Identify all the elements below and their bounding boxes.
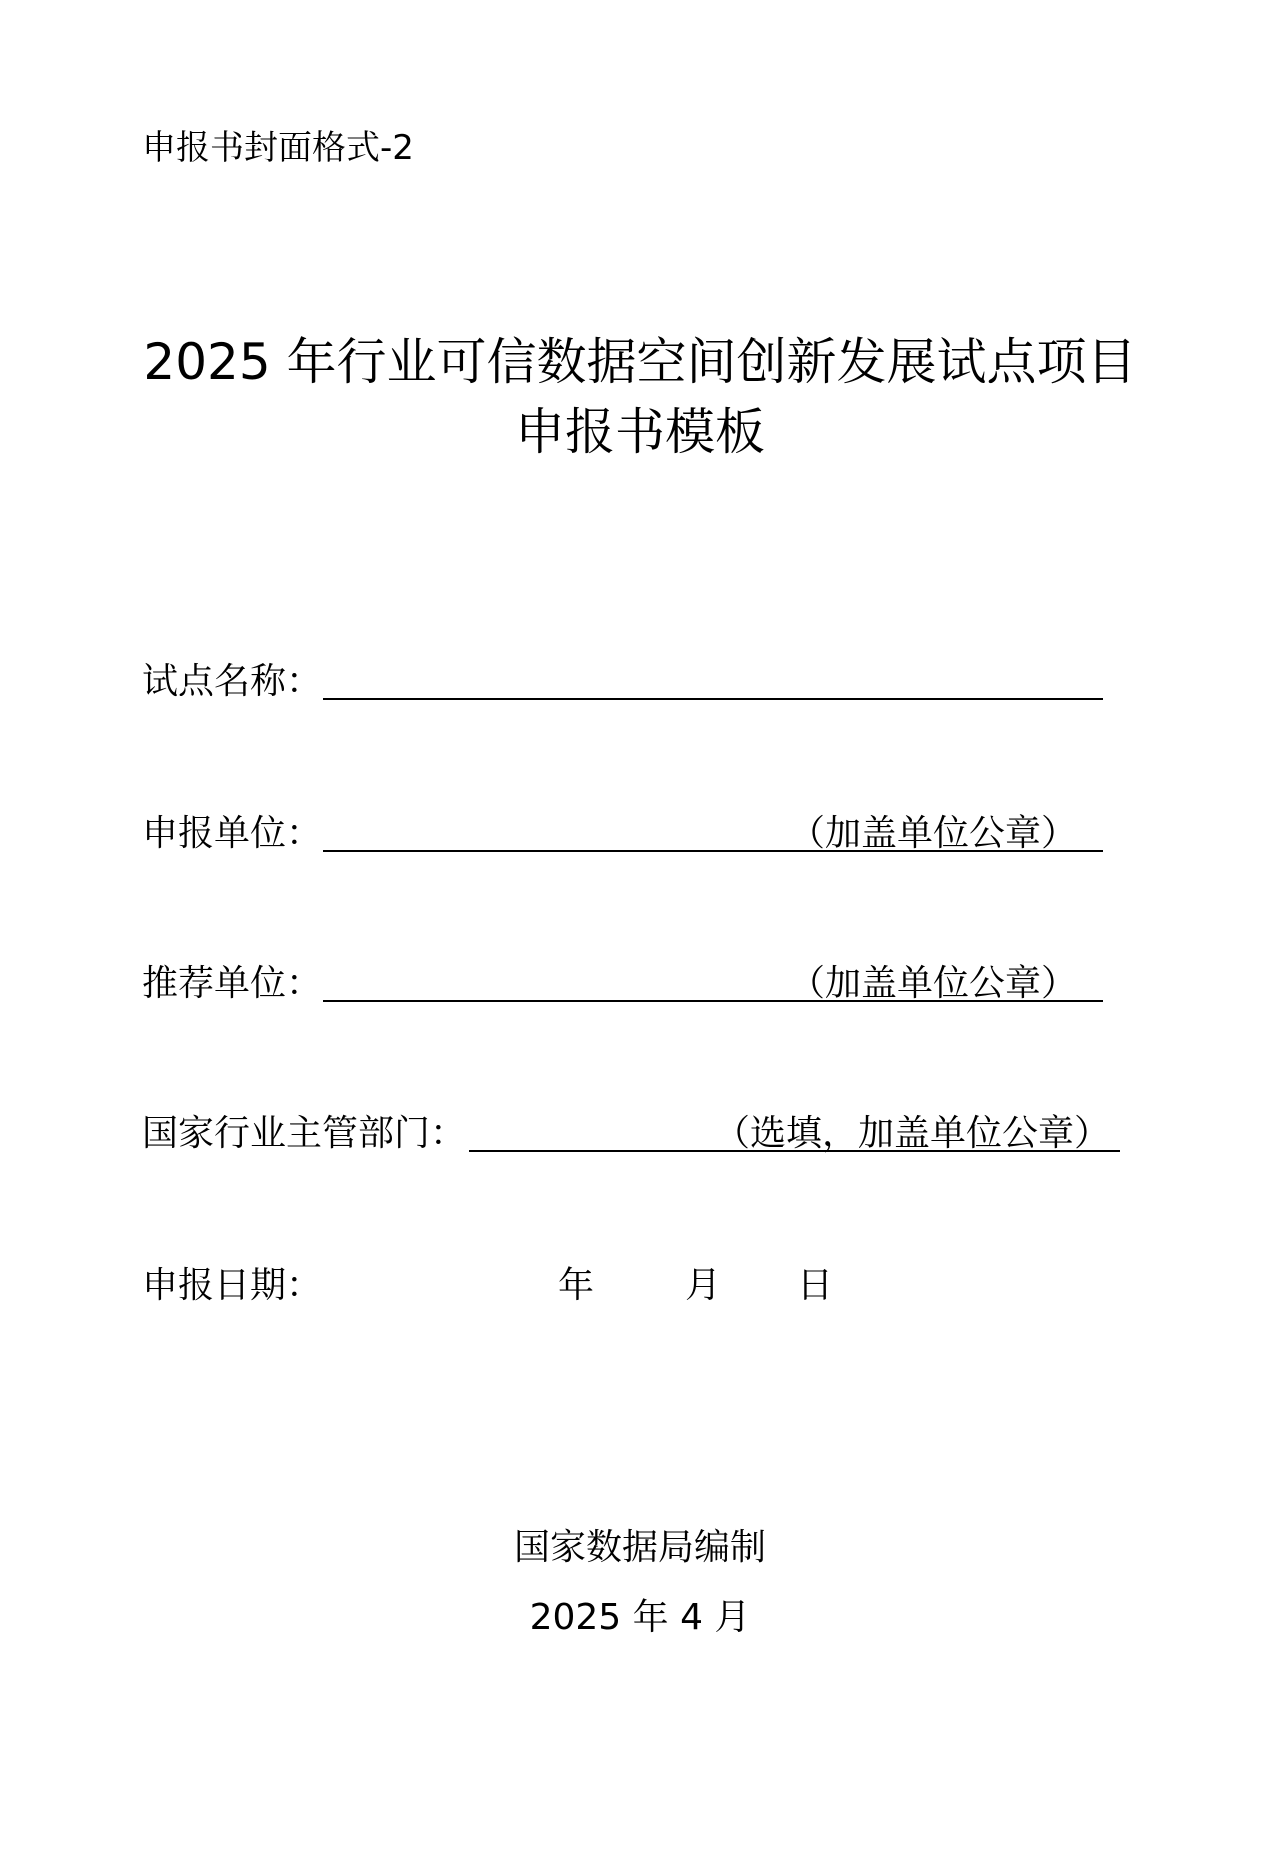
date-month-unit: 月 xyxy=(685,1265,722,1306)
date-year-unit: 年 xyxy=(558,1265,595,1306)
recommending-unit-label: 推荐单位： xyxy=(142,963,323,1004)
applicant-unit-seal-note: （加盖单位公章） xyxy=(789,813,1078,854)
date-day-unit: 日 xyxy=(797,1265,834,1306)
industry-department-label: 国家行业主管部门： xyxy=(142,1113,467,1154)
industry-department-seal-note: （选填，加盖单位公章） xyxy=(714,1113,1111,1154)
cover-format-label: 申报书封面格式-2 xyxy=(142,128,414,168)
compiler-credit: 国家数据局编制 xyxy=(513,1527,766,1568)
applicant-unit-label: 申报单位： xyxy=(142,813,323,854)
publication-date: 2025 年 4 月 xyxy=(529,1597,751,1638)
pilot-name-label: 试点名称： xyxy=(142,661,323,702)
application-date-label: 申报日期： xyxy=(142,1265,323,1306)
recommending-unit-seal-note: （加盖单位公章） xyxy=(789,963,1078,1004)
document-title-line-1: 2025 年行业可信数据空间创新发展试点项目 xyxy=(143,333,1137,391)
document-title-line-2: 申报书模板 xyxy=(515,403,765,461)
pilot-name-line[interactable] xyxy=(323,698,1103,700)
